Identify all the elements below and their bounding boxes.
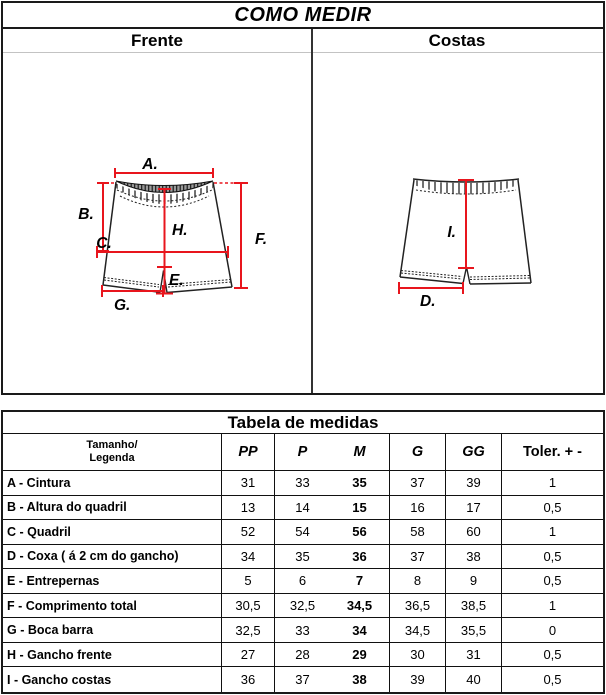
cell-value: 30 bbox=[390, 643, 446, 668]
cell-tolerance: 0,5 bbox=[502, 569, 603, 594]
front-label-H: H. bbox=[172, 222, 188, 239]
row-label: I - Gancho costas bbox=[3, 667, 222, 692]
row-label: G - Boca barra bbox=[3, 618, 222, 643]
cell-tolerance: 1 bbox=[502, 520, 603, 545]
cell-value: 9 bbox=[446, 569, 502, 594]
cell-tolerance: 0,5 bbox=[502, 643, 603, 668]
row-label: B - Altura do quadril bbox=[3, 496, 222, 521]
cell-value: 38,5 bbox=[446, 594, 502, 619]
cell-value: 37 bbox=[390, 545, 446, 570]
front-label-C: C. bbox=[96, 235, 112, 252]
measurement-table-panel bbox=[1, 410, 605, 694]
cell-tolerance: 1 bbox=[502, 594, 603, 619]
cell-value: 37 bbox=[390, 471, 446, 496]
cell-value: 40 bbox=[446, 667, 502, 692]
cell-value: 33 bbox=[275, 471, 330, 496]
cell-value: 39 bbox=[446, 471, 502, 496]
cell-value: 34,5 bbox=[390, 618, 446, 643]
cell-value: 52 bbox=[222, 520, 275, 545]
cell-value: 28 bbox=[275, 643, 330, 668]
column-headers bbox=[3, 29, 603, 53]
measurement-table bbox=[3, 434, 603, 692]
column-header-pp: PP bbox=[222, 434, 275, 471]
cell-value: 15 bbox=[330, 496, 390, 521]
cell-tolerance: 0,5 bbox=[543, 672, 562, 688]
row-label: C - Quadril bbox=[3, 520, 222, 545]
cell-value: 36 bbox=[222, 667, 275, 692]
column-header-p: P bbox=[275, 434, 330, 471]
cell-value: 33 bbox=[275, 618, 330, 643]
cell-value: 6 bbox=[275, 569, 330, 594]
row-label: D - Coxa ( á 2 cm do gancho) bbox=[3, 545, 222, 570]
cell-value: 58 bbox=[390, 520, 446, 545]
cell-value: 32,5 bbox=[222, 618, 275, 643]
row-label: F - Comprimento total bbox=[3, 594, 222, 619]
column-header-tolerance: Toler. + - bbox=[502, 434, 603, 471]
front-label-E: E. bbox=[169, 272, 184, 289]
row-label: A - Cintura bbox=[3, 471, 222, 496]
back-column-header: Costas bbox=[428, 30, 486, 50]
cell-value: 36,5 bbox=[390, 594, 446, 619]
cell-value: 34,5 bbox=[330, 594, 390, 619]
cell-value: 36 bbox=[330, 545, 390, 570]
cell-tolerance: 0 bbox=[502, 618, 603, 643]
cell-tolerance: 0,5 bbox=[502, 545, 603, 570]
cell-value: 29 bbox=[330, 643, 390, 668]
panel-title: COMO MEDIR bbox=[3, 3, 603, 29]
cell-tolerance: 0,5 bbox=[502, 496, 603, 521]
back-label-D: D. bbox=[420, 293, 436, 310]
cell-value: 35 bbox=[275, 545, 330, 570]
cell-value: 14 bbox=[275, 496, 330, 521]
cell-value: 7 bbox=[330, 569, 390, 594]
table-title: Tabela de medidas bbox=[3, 412, 603, 434]
cell-tolerance: 1 bbox=[502, 471, 603, 496]
cell-value: 8 bbox=[390, 569, 446, 594]
cell-value: 54 bbox=[275, 520, 330, 545]
front-label-A: A. bbox=[142, 156, 158, 173]
cell-value: 35 bbox=[330, 471, 390, 496]
cell-value: 30,5 bbox=[222, 594, 275, 619]
back-label-I: I. bbox=[447, 224, 456, 241]
column-header-g: G bbox=[390, 434, 446, 471]
cell-value: 34 bbox=[330, 618, 390, 643]
cell-value: 34 bbox=[222, 545, 275, 570]
cell-value: 56 bbox=[330, 520, 390, 545]
cell-value: 38 bbox=[446, 545, 502, 570]
cell-value: 35,5 bbox=[446, 618, 502, 643]
cell-value: 32,5 bbox=[275, 594, 330, 619]
column-header-m: M bbox=[330, 434, 390, 471]
column-divider bbox=[311, 29, 313, 393]
how-to-measure-panel bbox=[1, 1, 605, 395]
cell-value: 38 bbox=[330, 667, 390, 692]
front-label-G: G. bbox=[114, 297, 131, 314]
cell-value: 39 bbox=[390, 667, 446, 692]
cell-value: 31 bbox=[222, 471, 275, 496]
size-legend-header: Tamanho/ Legenda bbox=[3, 434, 222, 471]
row-label: E - Entrepernas bbox=[3, 569, 222, 594]
front-column-header: Frente bbox=[131, 30, 183, 50]
cell-value: 27 bbox=[222, 643, 275, 668]
cell-value: 5 bbox=[222, 569, 275, 594]
cell-value: 37 bbox=[295, 672, 310, 688]
cell-value: 17 bbox=[446, 496, 502, 521]
cell-value: 13 bbox=[222, 496, 275, 521]
row-label: H - Gancho frente bbox=[3, 643, 222, 668]
front-label-F: F. bbox=[255, 231, 268, 248]
column-header-gg: GG bbox=[446, 434, 502, 471]
cell-value: 31 bbox=[446, 643, 502, 668]
cell-value: 60 bbox=[446, 520, 502, 545]
front-label-B: B. bbox=[78, 206, 94, 223]
cell-value: 16 bbox=[390, 496, 446, 521]
